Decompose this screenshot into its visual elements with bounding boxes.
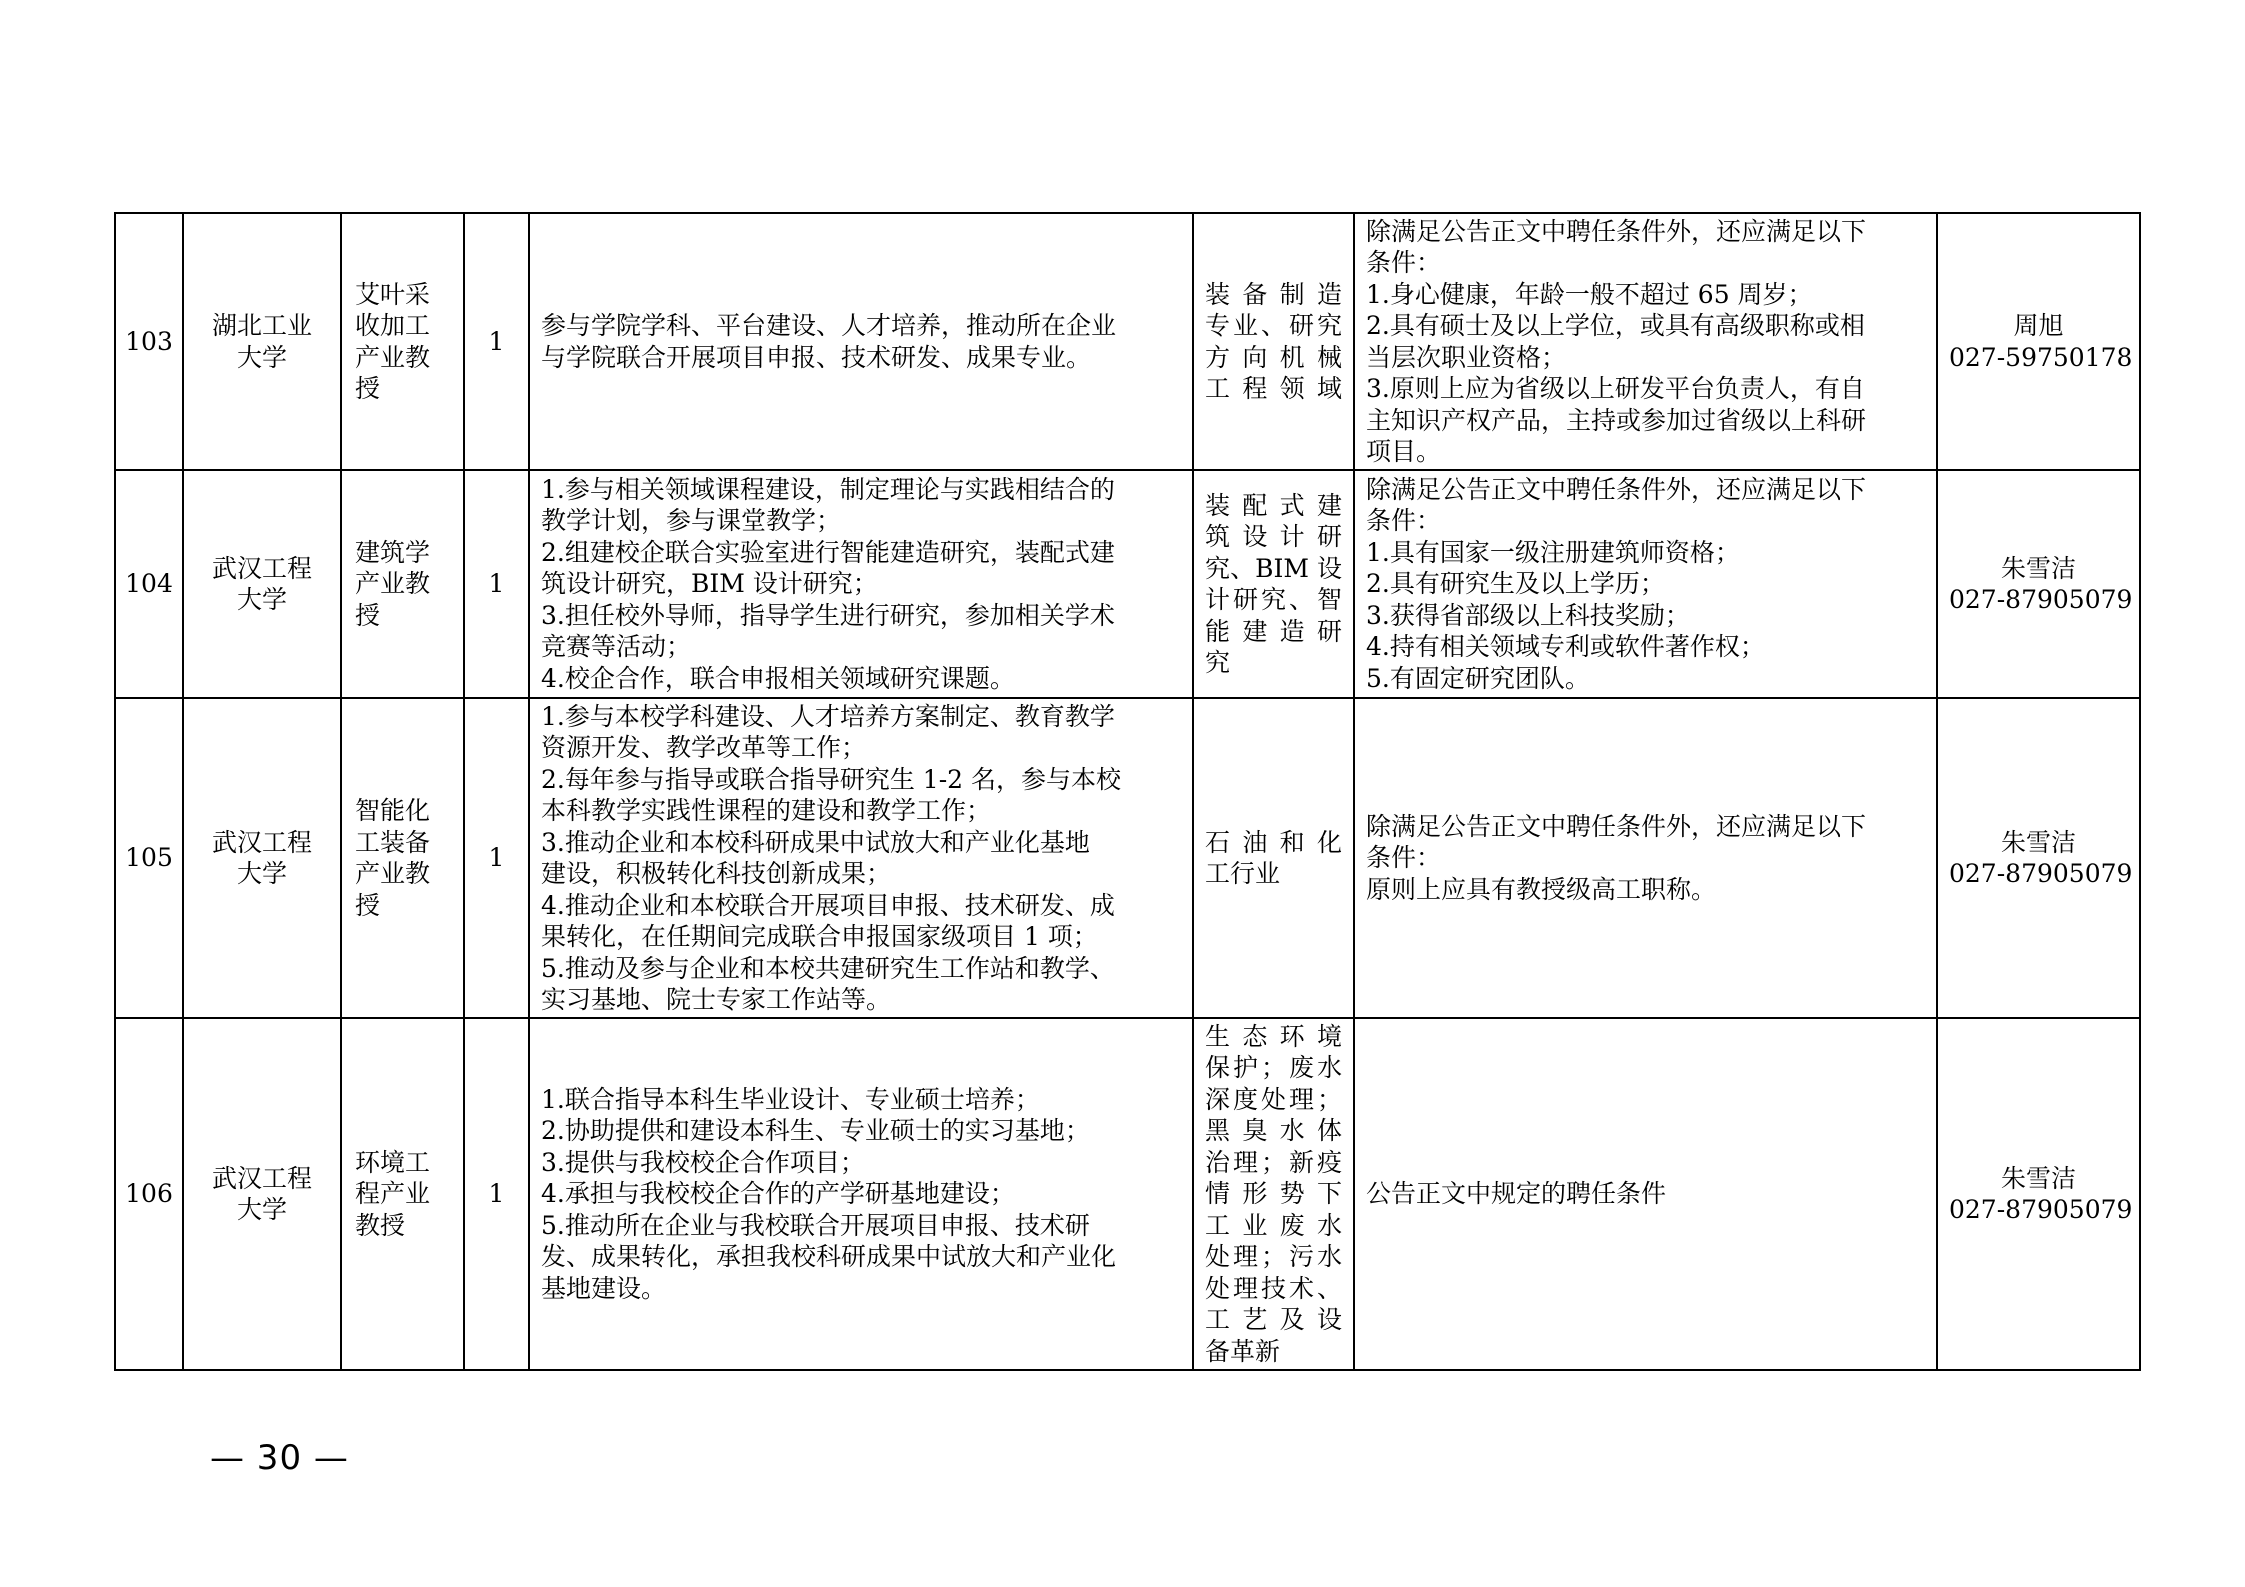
job-duties: 1.参与本校学科建设、人才培养方案制定、教育教学 资源开发、教学改革等工作； 2.每年参与指导或联合指导研究生 1-2 名，参与本校 本科教学实践性课程的建设和教学工作； 3.推动企业和本校科研成果中试放大和产业化基地 建设，积极转化科技创新成果； 4.推动企业和本校联合开展项目申报、技术研发、成 果转化，在任期间完成联合申报国家级项目 1 项； 5.推动及参与企业和本校共建研究生工作站和教学、 实习基地、院士专家工作站等。	[529, 698, 1193, 1018]
table-row	[115, 213, 2140, 470]
employer-unit: 湖北工业 大学	[183, 213, 341, 470]
contact-info	[1937, 470, 2140, 698]
industry-field: 石油和化 工行业	[1193, 698, 1354, 1018]
position-title: 建筑学 产业教 授	[341, 470, 464, 698]
employer-unit: 武汉工程 大学	[183, 1018, 341, 1370]
recruitment-table	[114, 212, 2141, 1371]
employer-unit: 武汉工程 大学	[183, 470, 341, 698]
position-title: 智能化 工装备 产业教 授	[341, 698, 464, 1018]
contact-phone: 027-87905079	[1949, 585, 2133, 614]
contact-name: 朱雪洁	[2000, 553, 2076, 583]
requirements: 除满足公告正文中聘任条件外，还应满足以下 条件： 原则上应具有教授级高工职称。	[1354, 698, 1937, 1018]
headcount: 1	[464, 698, 529, 1018]
contact-phone: 027-87905079	[1949, 859, 2133, 888]
position-title: 环境工 程产业 教授	[341, 1018, 464, 1370]
table-row	[115, 698, 2140, 1018]
employer-unit: 武汉工程 大学	[183, 698, 341, 1018]
contact-info	[1937, 698, 2140, 1018]
contact-name: 朱雪洁	[2000, 1163, 2076, 1193]
headcount: 1	[464, 213, 529, 470]
row-number: 105	[115, 698, 183, 1018]
industry-field: 生态环境 保护；废水 深度处理； 黑臭水体 治理；新疫 情形势下 工业废水 处理；污水 处理技术、 工艺及设 备革新	[1193, 1018, 1354, 1370]
contact-name: 朱雪洁	[2000, 827, 2076, 857]
requirements: 除满足公告正文中聘任条件外，还应满足以下 条件： 1.具有国家一级注册建筑师资格； 2.具有研究生及以上学历； 3.获得省部级以上科技奖励； 4.持有相关领域专利或软件著作权； 5.有固定研究团队。	[1354, 470, 1937, 698]
requirements: 公告正文中规定的聘任条件	[1354, 1018, 1937, 1370]
row-number: 103	[115, 213, 183, 470]
page-number: — 30 —	[210, 1438, 349, 1478]
contact-phone: 027-59750178	[1949, 342, 2133, 372]
table-row	[115, 1018, 2140, 1370]
job-duties: 1.联合指导本科生毕业设计、专业硕士培养； 2.协助提供和建设本科生、专业硕士的实习基地； 3.提供与我校校企合作项目； 4.承担与我校校企合作的产学研基地建设； 5.推动所在企业与我校联合开展项目申报、技术研 发、成果转化，承担我校科研成果中试放大和产业化 基地建设。	[529, 1018, 1193, 1370]
job-duties: 参与学院学科、平台建设、人才培养，推动所在企业 与学院联合开展项目申报、技术研发、成果专业。	[529, 213, 1193, 470]
job-duties: 1.参与相关领域课程建设，制定理论与实践相结合的 教学计划，参与课堂教学； 2.组建校企联合实验室进行智能建造研究，装配式建 筑设计研究，BIM 设计研究； 3.担任校外导师，指导学生进行研究，参加相关学术 竞赛等活动； 4.校企合作，联合申报相关领域研究课题。	[529, 470, 1193, 698]
row-number: 104	[115, 470, 183, 698]
table-row	[115, 470, 2140, 698]
contact-info	[1937, 1018, 2140, 1370]
contact-info	[1937, 213, 2140, 470]
industry-field: 装备制造 专业、研究 方向机械 工程领域	[1193, 213, 1354, 470]
headcount: 1	[464, 1018, 529, 1370]
table-body	[115, 213, 2140, 1370]
position-title: 艾叶采 收加工 产业教 授	[341, 213, 464, 470]
contact-name: 周旭	[2013, 311, 2064, 340]
headcount: 1	[464, 470, 529, 698]
contact-phone: 027-87905079	[1949, 1195, 2133, 1224]
industry-field: 装配式建 筑设计研 究、BIM 设 计研究、智 能建造研 究	[1193, 470, 1354, 698]
row-number: 106	[115, 1018, 183, 1370]
requirements: 除满足公告正文中聘任条件外，还应满足以下 条件： 1.身心健康，年龄一般不超过 65 周岁； 2.具有硕士及以上学位，或具有高级职称或相 当层次职业资格； 3.原则上应为省级以上研发平台负责人，有自 主知识产权产品，主持或参加过省级以上科研 项目。	[1354, 213, 1937, 470]
